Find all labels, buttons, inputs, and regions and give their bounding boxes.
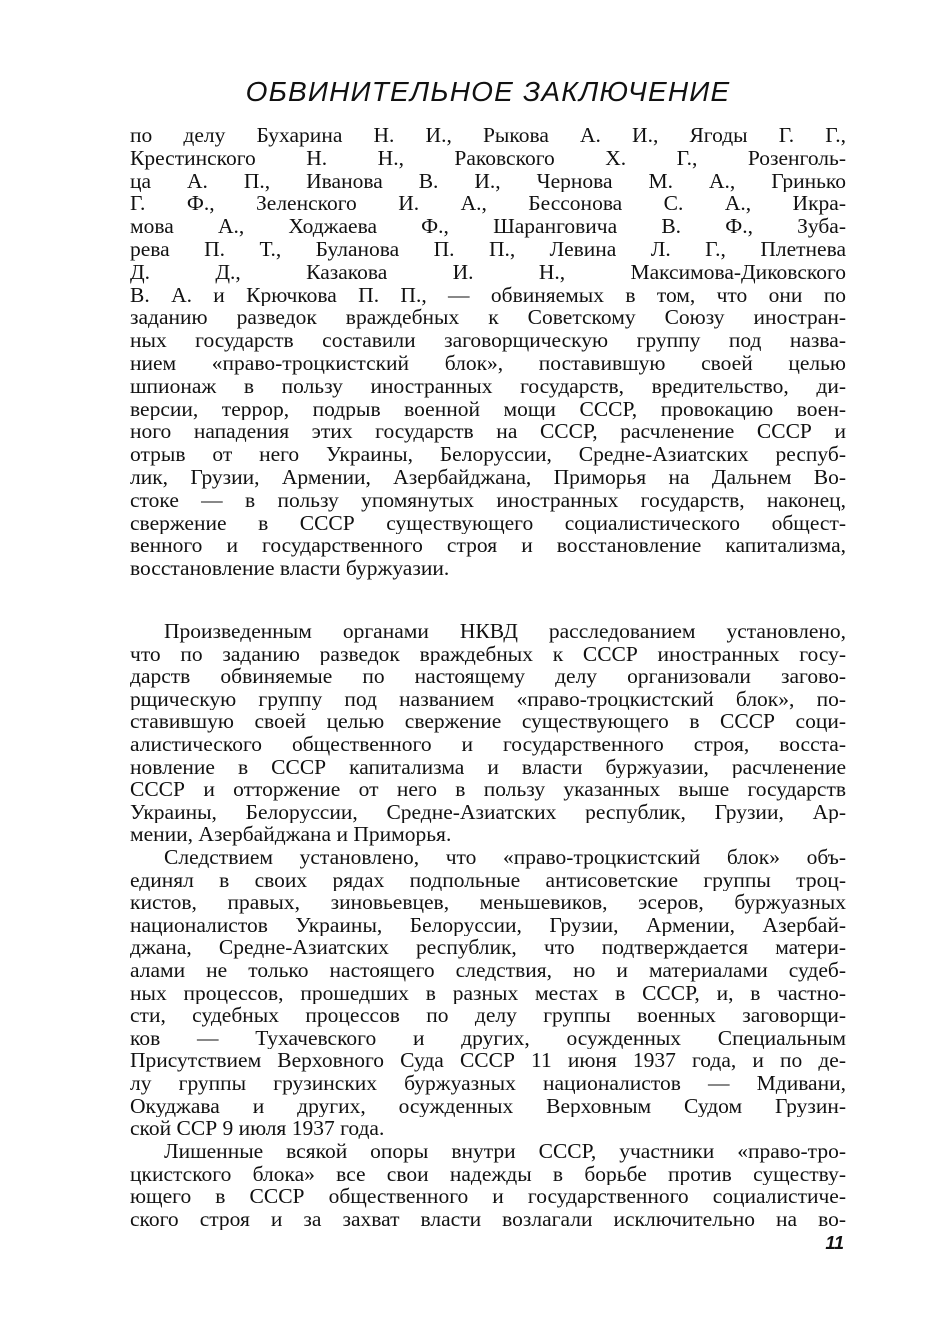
text-line: Следствием установлено, что «право-троцкистский блок» объ- xyxy=(164,846,846,869)
text-line: по делу Бухарина Н. И., Рыкова А. И., Ягоды Г. Г., xyxy=(130,124,846,147)
text-line: шпионаж в пользу иностранных государств, вредительство, ди- xyxy=(130,374,846,398)
text-line: стоке — в пользу упомянутых иностранных государств, наконец, xyxy=(130,488,846,512)
text-line: Окуджава и других, осужденных Верховным Судом Грузин- xyxy=(130,1094,846,1118)
paragraph-investigation xyxy=(130,620,846,846)
text-line: Произведенным органами НКВД расследованием установлено, xyxy=(164,620,846,643)
text-line: лик, Грузии, Армении, Азербайджана, Приморья на Дальнем Во- xyxy=(130,465,846,489)
text-line: ков — Тухачевского и других, осужденных Специальным xyxy=(130,1026,846,1050)
text-line: свержение в СССР существующего социалистического общест- xyxy=(130,511,846,535)
text-line: алистического общественного и государственного строя, восста- xyxy=(130,732,846,756)
text-line: дарств обвиняемые по настоящему делу организовали загово- xyxy=(130,665,846,688)
text-line: нием «право-троцкистский блок», поставившую своей целью xyxy=(130,351,846,375)
text-line: что по заданию разведок враждебных к СССР иностранных госу- xyxy=(130,642,846,666)
text-line: джана, Средне-Азиатских республик, что подтверждается матери- xyxy=(130,936,846,959)
text-line: сти, судебных процессов по делу группы военных заговорщи- xyxy=(130,1004,846,1027)
text-line: рева П. Т., Буланова П. П., Левина Л. Г., Плетнева xyxy=(130,237,846,261)
text-line: лу группы грузинских буржуазных националистов — Мдивани, xyxy=(130,1071,846,1095)
text-line: цкистского блока» все свои надежды в борьбе против существу- xyxy=(130,1162,846,1186)
text-line: националистов Украины, Белоруссии, Грузии, Армении, Азербай- xyxy=(130,913,846,937)
text-line: Г. Ф., Зеленского И. А., Бессонова С. А., Икра- xyxy=(130,192,846,216)
text-line: ской ССР 9 июля 1937 года. xyxy=(130,1117,385,1140)
text-line: ного нападения этих государств на СССР, расчленение СССР и xyxy=(130,420,846,444)
text-line: мова А., Ходжаева Ф., Шаранговича В. Ф., Зуба- xyxy=(130,215,846,238)
text-line: Присутствием Верховного Суда СССР 11 июня 1937 года, и по де- xyxy=(130,1049,846,1072)
text-line: ных процессов, прошедших в разных местах в СССР, и, в частно- xyxy=(130,981,846,1005)
text-line: СССР и отторжение от него в пользу указанных выше государств xyxy=(130,778,846,801)
intro-paragraph xyxy=(130,124,846,580)
text-line: Крестинского Н. Н., Раковского Х. Г., Розенголь- xyxy=(130,146,846,170)
text-line: Лишенные всякой опоры внутри СССР, участники «право-тро- xyxy=(164,1140,846,1163)
text-line: ющего в СССР общественного и государственного социалистиче- xyxy=(130,1185,846,1208)
text-line: отрыв от него Украины, Белоруссии, Средне-Азиатских респуб- xyxy=(130,443,846,466)
text-line: заданию разведок враждебных к Советскому Союзу иностран- xyxy=(130,306,846,330)
text-line: алами не только настоящего следствия, но и материалами судеб- xyxy=(130,958,846,982)
text-line: венного и государственного строя и восстановление капитализма, xyxy=(130,534,846,558)
text-line: восстановление власти буржуазии. xyxy=(130,557,450,580)
document-title: ОБВИНИТЕЛЬНОЕ ЗАКЛЮЧЕНИЕ xyxy=(245,76,731,107)
text-line: новление в СССР капитализма и власти буржуазии, расчленение xyxy=(130,755,846,779)
text-line: единял в своих рядах подпольные антисоветские группы троц- xyxy=(130,868,846,892)
text-line: ставившую своей целью свержение существующего в СССР соци- xyxy=(130,710,846,733)
text-line: ных государств составили заговорщическую группу под назва- xyxy=(130,329,846,352)
text-line: ца А. П., Иванова В. И., Чернова М. А., Гринько xyxy=(130,169,846,193)
text-line: мении, Азербайджана и Приморья. xyxy=(130,823,452,846)
text-line: версии, террор, подрыв военной мощи СССР, провокацию воен- xyxy=(130,397,846,421)
page-number: 11 xyxy=(825,1233,844,1253)
paragraph-findings xyxy=(130,846,846,1140)
paragraph-support xyxy=(130,1140,846,1230)
text-line: ского строя и за захват власти возлагали исключительно на во- xyxy=(130,1207,846,1231)
text-line: кистов, правых, зиновьевцев, меньшевиков, эсеров, буржуазных xyxy=(130,891,846,914)
text-line: рщическую группу под названием «право-троцкистский блок», по- xyxy=(130,687,846,711)
text-line: Д. Д., Казакова И. Н., Максимова-Диковского xyxy=(130,260,846,284)
text-line: В. А. и Крючкова П. П., — обвиняемых в том, что они по xyxy=(130,283,846,307)
text-line: Украины, Белоруссии, Средне-Азиатских республик, Грузии, Ар- xyxy=(130,800,846,824)
